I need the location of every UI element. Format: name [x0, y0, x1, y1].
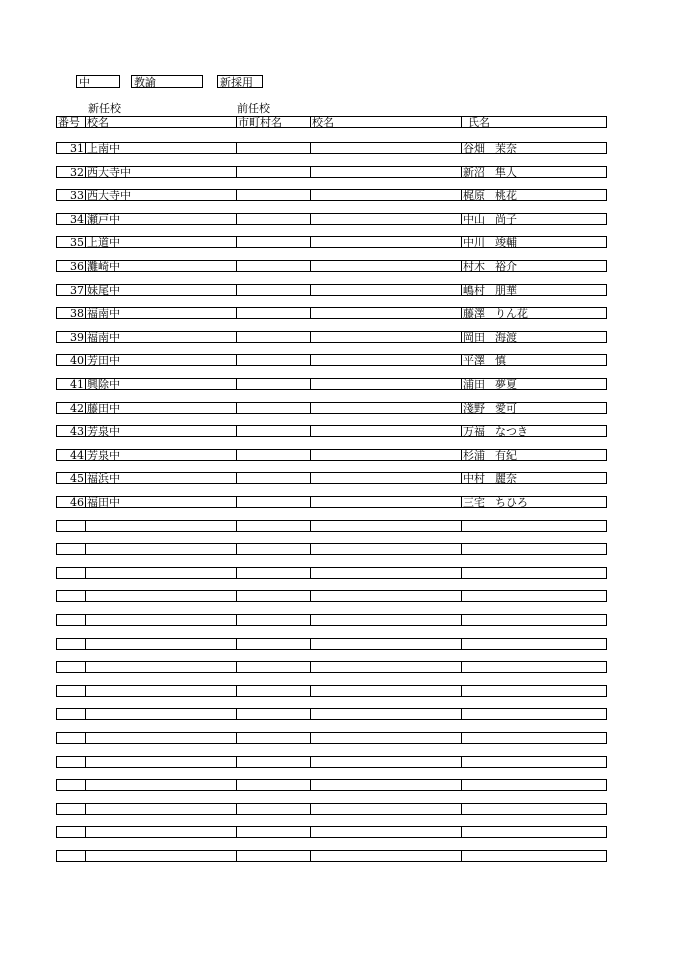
row-person-name [461, 332, 606, 342]
row-municipality [236, 332, 310, 342]
row-prev-school-name [310, 473, 461, 483]
row-prev-school-name [310, 190, 461, 200]
row-person-name [461, 379, 606, 389]
row-municipality [236, 757, 310, 767]
row-person-name [461, 591, 606, 601]
table-row [56, 732, 607, 744]
row-school-name [85, 709, 236, 719]
row-school-name: 芳泉中 [85, 426, 236, 436]
table-row [56, 496, 607, 508]
row-municipality [236, 827, 310, 837]
table-row [56, 378, 607, 390]
row-school-name: 上南中 [85, 143, 236, 153]
row-municipality [236, 426, 310, 436]
row-given-name: 隼人 [495, 166, 517, 177]
row-person-name [461, 167, 606, 177]
table-header [56, 116, 607, 128]
row-number: 35 [70, 237, 84, 248]
row-number [57, 851, 85, 861]
row-prev-school-name [310, 450, 461, 460]
row-number [57, 757, 85, 767]
row-municipality [236, 709, 310, 719]
row-prev-school-name [310, 780, 461, 790]
table-row [56, 425, 607, 437]
table-row [56, 449, 607, 461]
row-given-name: 有紀 [495, 449, 517, 460]
table-row [56, 472, 607, 484]
row-person-name [461, 237, 606, 247]
row-person-name [461, 709, 606, 719]
type-field: 教諭 [131, 75, 203, 88]
table-row [56, 661, 607, 673]
row-municipality [236, 450, 310, 460]
row-given-name: 茉奈 [495, 143, 517, 153]
row-prev-school-name [310, 757, 461, 767]
row-school-name [85, 568, 236, 578]
row-given-name: ちひろ [495, 497, 528, 507]
row-surname: 浦田 [463, 379, 485, 389]
row-person-name [461, 521, 606, 531]
new-school-group-label: 新任校 [88, 102, 121, 115]
row-number: 42 [70, 402, 84, 413]
row-number: 44 [70, 449, 84, 460]
row-given-name: なつき [495, 426, 528, 437]
table-row [56, 236, 607, 248]
row-prev-school-name [310, 827, 461, 837]
row-municipality [236, 285, 310, 295]
row-municipality [236, 851, 310, 861]
row-school-name: 西大寺中 [85, 190, 236, 200]
row-surname: 村木 [463, 261, 485, 271]
row-school-name [85, 615, 236, 625]
row-municipality [236, 497, 310, 507]
row-person-name [461, 568, 606, 578]
row-given-name: 愛可 [495, 402, 517, 413]
row-given-name: 尚子 [495, 213, 517, 224]
table-row [56, 803, 607, 815]
row-number [57, 662, 85, 672]
row-surname: 万福 [463, 426, 485, 437]
row-number: 33 [70, 190, 84, 201]
row-number [57, 780, 85, 790]
row-surname: 中川 [463, 237, 485, 248]
row-person-name [461, 261, 606, 271]
row-given-name: 裕介 [495, 261, 517, 271]
row-municipality [236, 591, 310, 601]
row-number: 31 [70, 143, 84, 153]
row-school-name [85, 686, 236, 696]
row-prev-school-name [310, 403, 461, 413]
row-municipality [236, 568, 310, 578]
row-prev-school-name [310, 332, 461, 342]
row-prev-school-name [310, 285, 461, 295]
row-number: 37 [70, 284, 84, 295]
table-row [56, 354, 607, 366]
table-row [56, 567, 607, 579]
row-school-name [85, 804, 236, 814]
row-number: 34 [70, 213, 84, 224]
row-person-name [461, 662, 606, 672]
table-row [56, 142, 607, 154]
row-person-name [461, 355, 606, 365]
column-header-prev-school-name: 校名 [310, 117, 461, 127]
row-municipality [236, 379, 310, 389]
row-given-name: りん花 [495, 308, 528, 319]
row-surname: 中村 [463, 473, 485, 484]
row-municipality [236, 521, 310, 531]
table-row [56, 779, 607, 791]
row-number [57, 591, 85, 601]
row-given-name: 朋華 [495, 284, 517, 295]
row-school-name: 西大寺中 [85, 167, 236, 177]
row-municipality [236, 780, 310, 790]
table-row [56, 307, 607, 319]
row-school-name: 上道中 [85, 237, 236, 247]
row-surname: 中山 [463, 213, 485, 224]
row-number [57, 686, 85, 696]
row-school-name [85, 591, 236, 601]
row-prev-school-name [310, 615, 461, 625]
row-person-name [461, 851, 606, 861]
row-person-name [461, 473, 606, 483]
row-school-name [85, 827, 236, 837]
row-school-name [85, 757, 236, 767]
category-field: 新採用 [217, 75, 263, 88]
row-prev-school-name [310, 662, 461, 672]
row-person-name [461, 285, 606, 295]
row-prev-school-name [310, 709, 461, 719]
row-number: 41 [70, 379, 84, 389]
row-surname: 藤澤 [463, 308, 485, 319]
row-surname: 梶原 [463, 190, 485, 201]
row-person-name [461, 497, 606, 507]
row-surname: 岡田 [463, 331, 485, 342]
row-school-name [85, 639, 236, 649]
table-row [56, 331, 607, 343]
row-municipality [236, 662, 310, 672]
table-row [56, 166, 607, 178]
row-prev-school-name [310, 544, 461, 554]
row-school-name [85, 851, 236, 861]
row-person-name [461, 450, 606, 460]
row-number [57, 615, 85, 625]
row-number [57, 709, 85, 719]
row-prev-school-name [310, 237, 461, 247]
row-prev-school-name [310, 639, 461, 649]
row-prev-school-name [310, 167, 461, 177]
row-person-name [461, 214, 606, 224]
row-prev-school-name [310, 804, 461, 814]
row-given-name: 麗奈 [495, 473, 517, 484]
row-number: 46 [70, 497, 84, 507]
row-school-name: 福南中 [85, 332, 236, 342]
row-school-name: 瀬戸中 [85, 214, 236, 224]
row-school-name [85, 662, 236, 672]
row-surname: 杉浦 [463, 449, 485, 460]
row-number [57, 521, 85, 531]
table-row [56, 708, 607, 720]
table-row [56, 189, 607, 201]
table-row [56, 826, 607, 838]
table-row [56, 614, 607, 626]
table-row [56, 590, 607, 602]
table-row [56, 756, 607, 768]
row-number [57, 639, 85, 649]
row-person-name [461, 757, 606, 767]
table-row [56, 260, 607, 272]
row-municipality [236, 237, 310, 247]
table-row [56, 520, 607, 532]
row-prev-school-name [310, 521, 461, 531]
row-surname: 三宅 [463, 497, 485, 507]
row-given-name: 夢夏 [495, 379, 517, 389]
row-municipality [236, 214, 310, 224]
row-school-name: 興除中 [85, 379, 236, 389]
row-surname: 新沼 [463, 166, 485, 177]
row-number: 40 [70, 355, 84, 366]
prev-school-group-label: 前任校 [237, 102, 270, 115]
row-school-name: 藤田中 [85, 403, 236, 413]
row-prev-school-name [310, 355, 461, 365]
column-header-municipality: 市町村名 [236, 117, 310, 127]
row-municipality [236, 473, 310, 483]
row-surname: 谷畑 [463, 143, 485, 153]
row-given-name: 竣輔 [495, 237, 517, 248]
row-number [57, 733, 85, 743]
row-person-name [461, 827, 606, 837]
row-prev-school-name [310, 568, 461, 578]
row-municipality [236, 615, 310, 625]
row-prev-school-name [310, 733, 461, 743]
row-surname: 平澤 [463, 355, 485, 366]
row-municipality [236, 143, 310, 153]
row-prev-school-name [310, 591, 461, 601]
row-prev-school-name [310, 214, 461, 224]
row-person-name [461, 686, 606, 696]
row-person-name [461, 190, 606, 200]
row-number [57, 544, 85, 554]
column-header-school-name: 校名 [85, 117, 236, 127]
row-prev-school-name [310, 497, 461, 507]
table-row [56, 284, 607, 296]
row-school-name: 芳田中 [85, 355, 236, 365]
row-person-name [461, 544, 606, 554]
row-school-name [85, 544, 236, 554]
row-number: 32 [70, 166, 84, 177]
level-field: 中 [76, 75, 120, 88]
row-school-name: 灘崎中 [85, 261, 236, 271]
row-given-name: 海渡 [495, 331, 517, 342]
row-municipality [236, 686, 310, 696]
row-person-name [461, 426, 606, 436]
row-municipality [236, 639, 310, 649]
row-school-name: 芳泉中 [85, 450, 236, 460]
row-prev-school-name [310, 426, 461, 436]
row-school-name [85, 780, 236, 790]
row-municipality [236, 403, 310, 413]
row-surname: 淺野 [463, 402, 485, 413]
row-given-name: 桃花 [495, 190, 517, 201]
row-number [57, 827, 85, 837]
row-prev-school-name [310, 261, 461, 271]
row-school-name: 妹尾中 [85, 285, 236, 295]
table-row [56, 402, 607, 414]
row-municipality [236, 355, 310, 365]
table-row [56, 638, 607, 650]
row-person-name [461, 615, 606, 625]
row-prev-school-name [310, 308, 461, 318]
row-municipality [236, 804, 310, 814]
table-row [56, 213, 607, 225]
row-person-name [461, 804, 606, 814]
row-person-name [461, 143, 606, 153]
row-school-name: 福田中 [85, 497, 236, 507]
table-row [56, 685, 607, 697]
row-school-name: 福南中 [85, 308, 236, 318]
row-number: 43 [70, 426, 84, 437]
row-number: 36 [70, 261, 84, 271]
row-school-name [85, 521, 236, 531]
row-prev-school-name [310, 851, 461, 861]
row-person-name [461, 403, 606, 413]
row-municipality [236, 190, 310, 200]
row-municipality [236, 261, 310, 271]
table-row [56, 850, 607, 862]
row-municipality [236, 544, 310, 554]
row-number: 45 [70, 473, 84, 484]
row-person-name [461, 308, 606, 318]
row-given-name: 慎 [495, 355, 506, 366]
row-number: 38 [70, 308, 84, 319]
column-header-name: 氏名 [461, 117, 606, 127]
row-prev-school-name [310, 686, 461, 696]
row-person-name [461, 639, 606, 649]
row-municipality [236, 733, 310, 743]
row-school-name: 福浜中 [85, 473, 236, 483]
row-prev-school-name [310, 143, 461, 153]
row-number [57, 804, 85, 814]
row-school-name [85, 733, 236, 743]
row-person-name [461, 780, 606, 790]
row-prev-school-name [310, 379, 461, 389]
row-number [57, 568, 85, 578]
row-surname: 嶋村 [463, 284, 485, 295]
row-number: 39 [70, 331, 84, 342]
table-row [56, 543, 607, 555]
column-header-number: 番号 [58, 117, 80, 127]
row-municipality [236, 167, 310, 177]
row-person-name [461, 733, 606, 743]
row-municipality [236, 308, 310, 318]
